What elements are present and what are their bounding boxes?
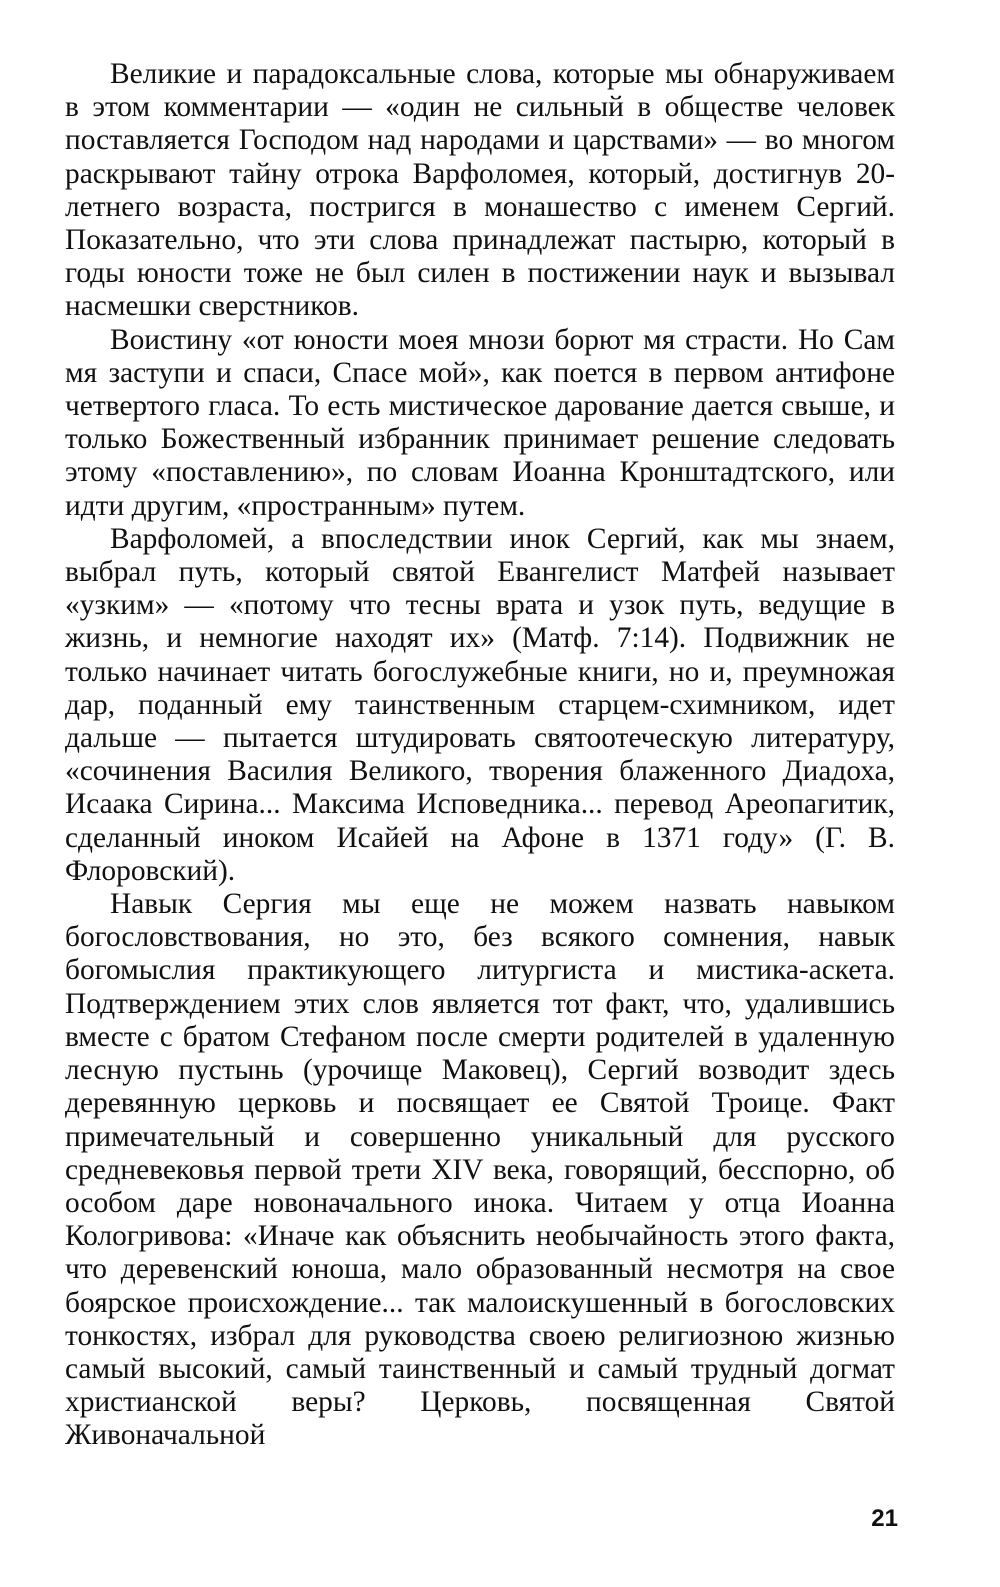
page-number: 21: [871, 1505, 898, 1532]
paragraph-4: Навык Сергия мы еще не можем назвать навыком богословствования, но это, без всякого сомнения, навык богомыслия практикующего литургиста и мистика-аскета. Подтверждением этих слов является тот факт, что, удалившись вместе с братом Стефаном после смерти родителей в удаленную лесную пустынь (урочище Маковец), Сергий возводит здесь деревянную церковь и посвящает ее Святой Троице. Факт примечательный и совершенно уникальный для русского средневековья первой трети XIV века, говорящий, бесспорно, об особом даре новоначального инока. Читаем у отца Иоанна Кологривова: «Иначе как объяснить необычайность этого факта, что деревенский юноша, мало образованный несмотря на свое боярское происхождение... так малоискушенный в богословских тонкостях, избрал для руководства своею религиозною жизнью самый высокий, самый таинственный и самый трудный догмат христианской веры? Церковь, посвященная Святой Живоначальной: [65, 888, 895, 1452]
paragraph-1: Великие и парадоксальные слова, которые мы обнаруживаем в этом комментарии — «один не сильный в обществе человек поставляется Господом над народами и царствами» — во многом раскрывают тайну отрока Варфоломея, который, достигнув 20-летнего возраста, постригся в монашество с именем Сергий. Показательно, что эти слова принадлежат пастырю, который в годы юности тоже не был силен в постижении наук и вызывал насмешки сверстников.: [65, 58, 895, 323]
paragraph-2: Воистину «от юности моея мнози борют мя страсти. Но Сам мя заступи и спаси, Спасе мой», как поется в первом антифоне четвертого гласа. То есть мистическое дарование дается свыше, и только Божественный избранник принимает решение следовать этому «поставлению», по словам Иоанна Кронштадтского, или идти другим, «пространным» путем.: [65, 323, 895, 522]
paragraph-3: Варфоломей, а впоследствии инок Сергий, как мы знаем, выбрал путь, который святой Евангелист Матфей называет «узким» — «потому что тесны врата и узок путь, ведущие в жизнь, и немногие находят их» (Матф. 7:14). Подвижник не только начинает читать богослужебные книги, но и, преумножая дар, поданный ему таинственным старцем-схимником, идет дальше — пытается штудировать святоотеческую литературу, «сочинения Василия Великого, творения блаженного Диадоха, Исаака Сирина... Максима Исповедника... перевод Ареопагитик, сделанный иноком Исайей на Афоне в 1371 году» (Г. В. Флоровский).: [65, 522, 895, 887]
body-text: [65, 58, 895, 1453]
